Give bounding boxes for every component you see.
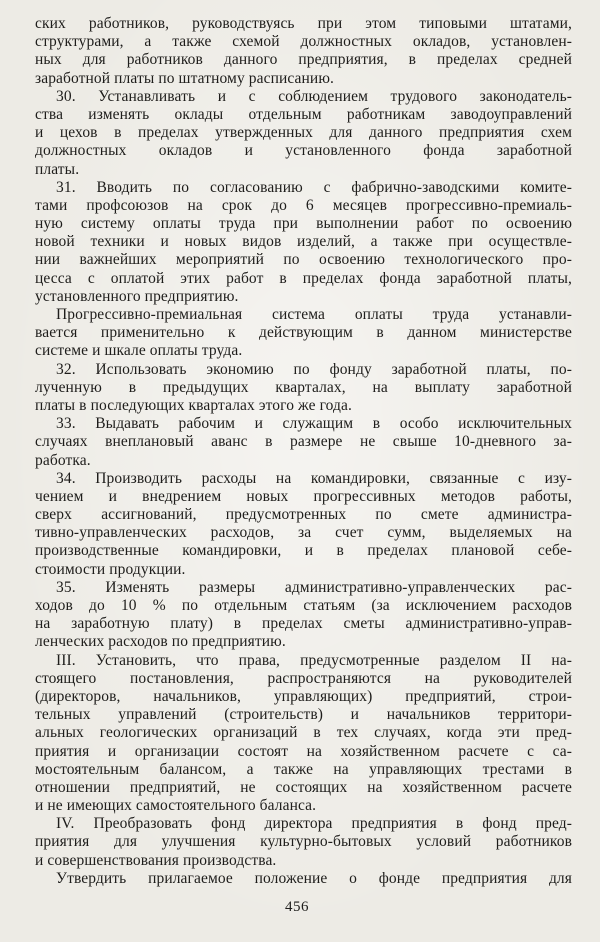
text-line: 33. Выдавать рабочим и служащим в особо исключительных [56, 415, 572, 433]
text-line: системе и шкале оплаты труда. [35, 342, 243, 360]
text-line: отношении предприятий, не состоящих на хозяйственном расчете [35, 778, 572, 796]
paragraph [35, 579, 572, 652]
text-line: ленческих расходов по предприятию. [35, 633, 286, 651]
text-line: лученную в предыдущих кварталах, на выплату заработной [35, 378, 572, 396]
text-line: вается применительно к действующим в данном министерстве [35, 324, 572, 342]
text-line: альных геологических организаций в тех случаях, когда эти пред- [35, 724, 572, 742]
text-line: и не имеющих самостоятельного баланса. [35, 797, 317, 815]
text-line: на заработную плату) в пределах сметы административно-управ- [35, 615, 572, 633]
text-line: нии важнейших мероприятий по освоению технологического про- [35, 251, 572, 269]
text-line: ную систему оплаты труда при выполнении работ по освоению [35, 215, 572, 233]
text-line: 35. Изменять размеры административно-управленческих рас- [56, 578, 572, 596]
document-text [35, 15, 572, 888]
text-line: (директоров, начальников, управляющих) предприятий, строи- [35, 687, 572, 705]
text-line: 30. Устанавливать и с соблюдением трудового законодатель- [56, 87, 572, 105]
text-line: чением и внедрением новых прогрессивных методов работы, [35, 487, 572, 505]
text-line: производственные командировки, и в пределах плановой себе- [35, 542, 572, 560]
paragraph [35, 306, 572, 361]
text-line: тивно-управленческих расходов, за счет сумм, выделяемых на [35, 524, 572, 542]
text-line: ских работников, руководствуясь при этом типовыми штатами, [35, 15, 572, 32]
text-line: ходов до 10 % по отдельным статьям (за исключением расходов [35, 597, 572, 614]
text-line: стоимости продукции. [35, 560, 186, 578]
text-line: случаях внеплановый аванс в размере не свыше 10-дневного за- [35, 433, 572, 451]
text-line: и цехов в пределах утвержденных для данного предприятия схем [35, 124, 572, 142]
text-line: III. Установить, что права, предусмотренные разделом II на- [56, 651, 572, 669]
text-line: сверх ассигнований, предусмотренных по смете администра- [35, 506, 572, 524]
text-line: ства изменять оклады отдельным работникам заводоуправлений [35, 105, 572, 123]
text-line: Утвердить прилагаемое положение о фонде предприятия для [56, 869, 572, 887]
text-line: цесса с оплатой этих работ в пределах фонда заработной платы, [35, 269, 572, 287]
text-line: новой техники и новых видов изделий, а также при осуществле- [35, 233, 572, 251]
page-number: 456 [285, 899, 309, 915]
text-line: платы. [35, 160, 80, 178]
paragraph [35, 415, 572, 470]
text-line: тельных управлений (строительств) и начальников территори- [35, 706, 572, 724]
text-line: стоящего постановления, распространяются на руководителей [35, 669, 572, 687]
text-line: платы в последующих кварталах этого же года. [35, 396, 352, 414]
paragraph [35, 652, 572, 816]
text-line: мостоятельным балансом, а также на управляющих трестами в [35, 760, 572, 778]
text-line: установленного предприятию. [35, 287, 239, 305]
text-line: должностных окладов и установленного фонда заработной [35, 142, 572, 160]
text-line: Прогрессивно-премиальная система оплаты труда устанавли- [56, 306, 572, 323]
text-line: ных для работников данного предприятия, в пределах средней [35, 51, 572, 69]
text-line: работка. [35, 451, 91, 469]
text-line: 32. Использовать экономию по фонду заработной платы, по- [56, 360, 572, 378]
paragraph [35, 361, 572, 416]
paragraph [35, 179, 572, 306]
text-line: 31. Вводить по согласованию с фабрично-заводскими комите- [56, 178, 572, 196]
text-line: структурами, а также схемой должностных окладов, установлен- [35, 33, 572, 51]
paragraph [35, 88, 572, 179]
text-line: 34. Производить расходы на командировки, связанные с изу- [56, 469, 572, 487]
paragraph [35, 870, 572, 888]
paragraph [35, 815, 572, 870]
paragraph [35, 470, 572, 579]
text-line: тами профсоюзов на срок до 6 месяцев прогрессивно-премиаль- [35, 196, 572, 214]
text-line: приятия и организации состоят на хозяйственном расчете с са- [35, 742, 572, 760]
paragraph [35, 15, 572, 88]
text-line: приятия для улучшения культурно-бытовых условий работников [35, 833, 572, 851]
text-line: заработной платы по штатному расписанию. [35, 69, 334, 87]
text-line: и совершенствования производства. [35, 851, 277, 869]
text-line: IV. Преобразовать фонд директора предприятия в фонд пред- [56, 815, 572, 833]
